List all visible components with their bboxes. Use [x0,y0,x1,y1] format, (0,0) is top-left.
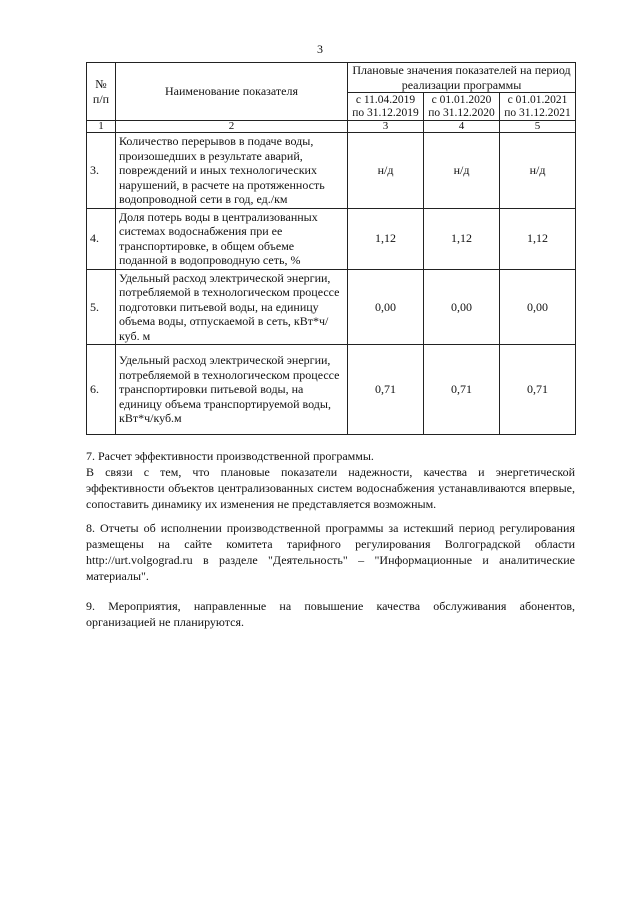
value-2021: н/д [500,133,576,209]
value-2020: н/д [424,133,500,209]
value-2019: 0,00 [348,269,424,345]
table-row [87,345,576,435]
indicator-name: Удельный расход электрической энергии, потребляемой в технологическом процессе транспортировки питьевой воды, на единицу объема транспортируемой воды, кВт*ч/куб.м [116,345,348,435]
table-header-row [87,63,576,93]
value-2021: 1,12 [500,208,576,269]
row-number: 4. [87,208,116,269]
header-indicator-name: Наименование показателя [116,63,348,121]
value-2020: 0,71 [424,345,500,435]
indicator-name: Количество перерывов в подаче воды, произошедших в результате аварий, повреждений и иных технологических нарушений, в расчете на протяженность водопроводной сети в год, ед./км [116,133,348,209]
table-row [87,269,576,345]
indicator-name: Удельный расход электрической энергии, потребляемой в технологическом процессе подготовки питьевой воды, на единицу объема воды, отпускаемой в сеть, кВт*ч/куб. м [116,269,348,345]
header-period-2021: с 01.01.2021 по 31.12.2021 [500,93,576,121]
column-number: 5 [500,121,576,133]
table-row [87,208,576,269]
section-8 [86,520,575,584]
value-2019: 1,12 [348,208,424,269]
section-7-title: 7. Расчет эффективности производственной программы. [86,449,374,463]
column-number-row [87,121,576,133]
value-2020: 1,12 [424,208,500,269]
indicator-name: Доля потерь воды в централизованных системах водоснабжения при ее транспортировке, в общем объеме поданной в водопроводную сеть, % [116,208,348,269]
header-period-2019: с 11.04.2019 по 31.12.2019 [348,93,424,121]
column-number: 1 [87,121,116,133]
section-7-text: В связи с тем, что плановые показатели надежности, качества и энергетической эффективности объектов централизованных систем водоснабжения устанавливаются впервые, сопоставить динамику их изменения не представляется возможным. [86,465,575,511]
header-planned-values: Плановые значения показателей на период реализации программы [348,63,576,93]
value-2021: 0,00 [500,269,576,345]
header-period-2020: с 01.01.2020 по 31.12.2020 [424,93,500,121]
section-8-text: 8. Отчеты об исполнении производственной программы за истекший период регулирования размещены на сайте комитета тарифного регулирования Волгоградской области http://urt.volgograd.ru в разделе "Деятельность" – "Информационные и аналитические материалы". [86,521,575,583]
value-2020: 0,00 [424,269,500,345]
page-number: 3 [317,42,323,56]
column-number: 4 [424,121,500,133]
row-number: 6. [87,345,116,435]
indicators-table [86,62,576,435]
section-7 [86,448,575,512]
column-number: 2 [116,121,348,133]
section-9-text: 9. Мероприятия, направленные на повышение качества обслуживания абонентов, организацией не планируются. [86,599,575,629]
column-number: 3 [348,121,424,133]
value-2019: н/д [348,133,424,209]
value-2019: 0,71 [348,345,424,435]
value-2021: 0,71 [500,345,576,435]
row-number: 5. [87,269,116,345]
header-number: № п/п [87,63,116,121]
row-number: 3. [87,133,116,209]
section-9 [86,598,575,630]
table-row [87,133,576,209]
